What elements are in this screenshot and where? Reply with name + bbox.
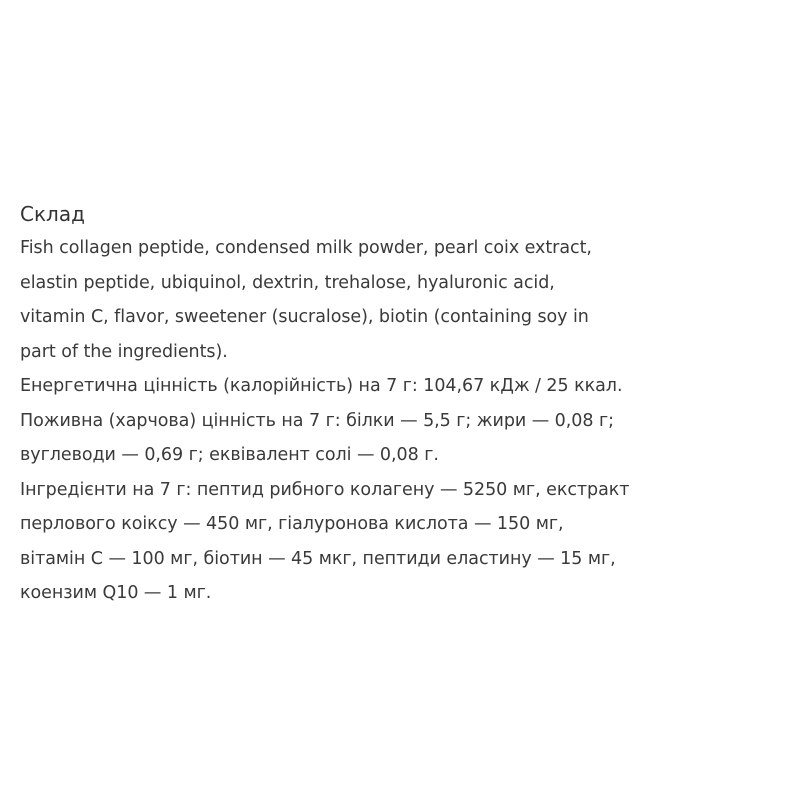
text-line: коензим Q10 — 1 мг. — [20, 583, 212, 603]
text-line: Енергетична цінність (калорійність) на 7 г: 104,67 кДж / 25 ккал. — [20, 376, 623, 396]
text-line: вуглеводи — 0,69 г; еквівалент солі — 0,08 г. — [20, 445, 439, 465]
text-line: перлового коіксу — 450 мг, гіалуронова кислота — 150 мг, — [20, 514, 564, 534]
composition-section — [20, 197, 790, 611]
text-line: part of the ingredients). — [20, 341, 228, 362]
text-line: elastin peptide, ubiquinol, dextrin, trehalose, hyaluronic acid, — [20, 272, 555, 293]
text-line: vitamin C, flavor, sweetener (sucralose), biotin (containing soy in — [20, 307, 589, 327]
text-line: вітамін С — 100 мг, біотин — 45 мкг, пептиди еластину — 15 мг, — [20, 548, 616, 569]
text-line: Fish collagen peptide, condensed milk powder, pearl coix extract, — [20, 238, 592, 258]
text-line: Інгредієнти на 7 г: пептид рибного колагену — 5250 мг, екстракт — [20, 479, 630, 500]
section-title: Склад — [20, 202, 85, 226]
text-line: Поживна (харчова) цінність на 7 г: білки — 5,5 г; жири — 0,08 г; — [20, 410, 614, 431]
